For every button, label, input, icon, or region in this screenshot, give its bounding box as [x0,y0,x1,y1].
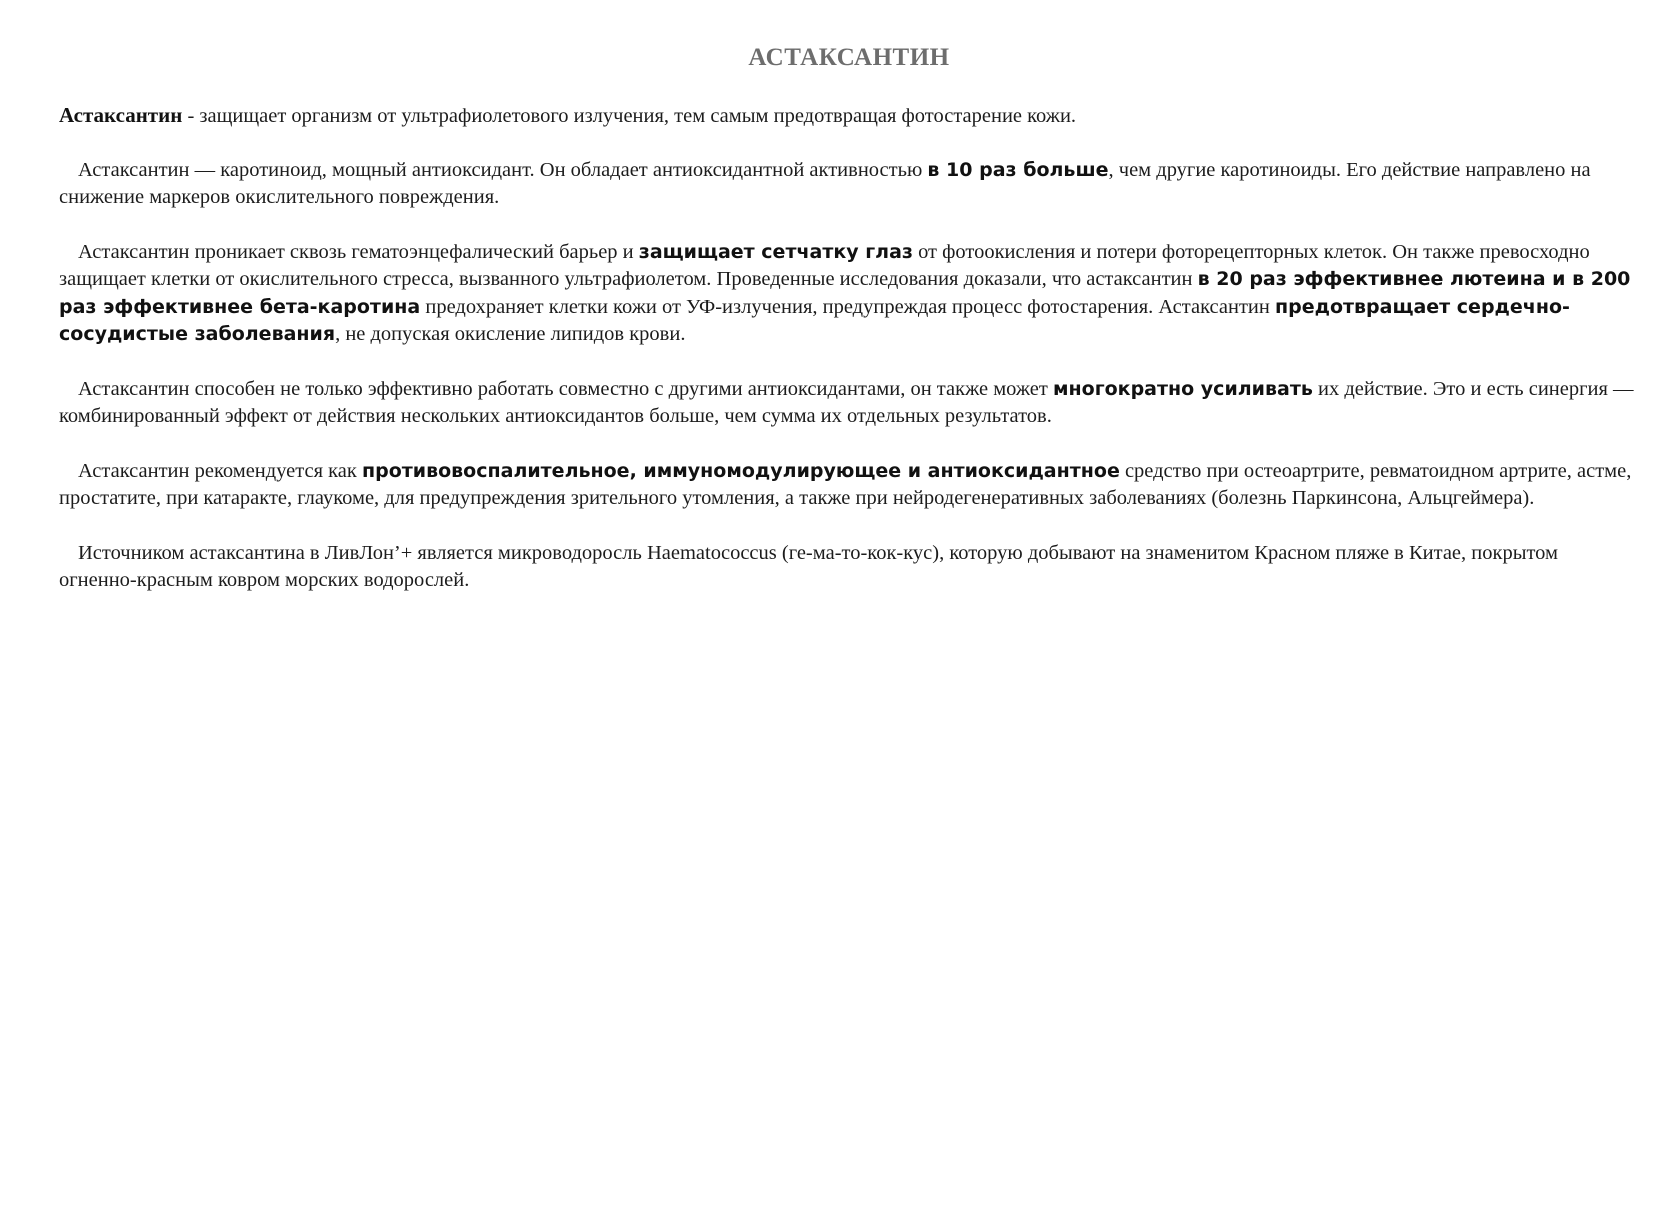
paragraph-text: средство при остеоартрите, ревматоидном артрите, астме, простатите, при катаракте, глаукоме, для предупреждения зрительного утомления, а также при нейродегенеративных заболеваниях (болезнь Паркинсона, Альцгеймера). [59,459,1632,509]
bold-emphasis: в 20 раз эффективнее лютеина и в 200 раз эффективнее бета-каротина [59,268,1631,318]
bold-emphasis: в 10 раз больше [927,158,1109,181]
paragraph-synergy [59,376,1639,431]
paragraph-text: их действие. Это и есть синергия — комбинированный эффект от действия нескольких антиоксидантов больше, чем сумма их отдельных результатов. [59,377,1634,427]
bold-emphasis: предотвращает сердечно-сосудистые заболевания [59,295,1570,345]
paragraph-eyes-skin-heart [59,239,1639,349]
paragraph-text: , чем другие каротиноиды. Его действие направлено на снижение маркеров окислительного повреждения. [59,158,1591,208]
bold-emphasis: противовоспалительное, иммуномодулирующее и антиоксидантное [361,459,1120,482]
document-page [59,40,1639,622]
paragraph-text: от фотоокисления и потери фоторецепторных клеток. Он также превосходно защищает клетки от окислительного стресса, вызванного ультрафиолетом. Проведенные исследования доказали, что астаксантин [59,240,1590,290]
bold-emphasis: защищает сетчатку глаз [638,240,913,263]
page-title: АСТАКСАНТИН [748,44,950,71]
paragraph-text: Источником астаксантина в ЛивЛон’+ является микроводоросль Haematococcus (ге-ма-то-кок-кус), которую добывают на знаменитом Красном пляже в Китае, покрытом огненно-красным ковром морских водорослей. [59,541,1559,591]
paragraph-text: Астаксантин проникает сквозь гематоэнцефалический барьер и [78,240,639,263]
paragraph-text: Астаксантин рекомендуется как [78,459,362,482]
paragraph-source [59,540,1639,595]
paragraph-text: - защищает организм от ультрафиолетового излучения, тем самым предотвращая фотостарение кожи. [182,105,1077,127]
paragraph-text: предохраняет клетки кожи от УФ-излучения, предупреждая процесс фотостарения. Астаксантин [420,295,1275,318]
paragraph-intro [59,102,1639,131]
paragraph-antioxidant [59,157,1639,212]
paragraph-text: Астаксантин — каротиноид, мощный антиоксидант. Он обладает антиоксидантной активностью [78,158,928,181]
paragraph-text: , не допуская окисление липидов крови. [335,323,686,345]
bold-lead: Астаксантин [59,103,183,127]
paragraph-recommendations [59,458,1639,513]
bold-emphasis: многократно усиливать [1052,377,1313,400]
paragraph-text: Астаксантин способен не только эффективно работать совместно с другими антиоксидантами, он также может [78,377,1053,400]
